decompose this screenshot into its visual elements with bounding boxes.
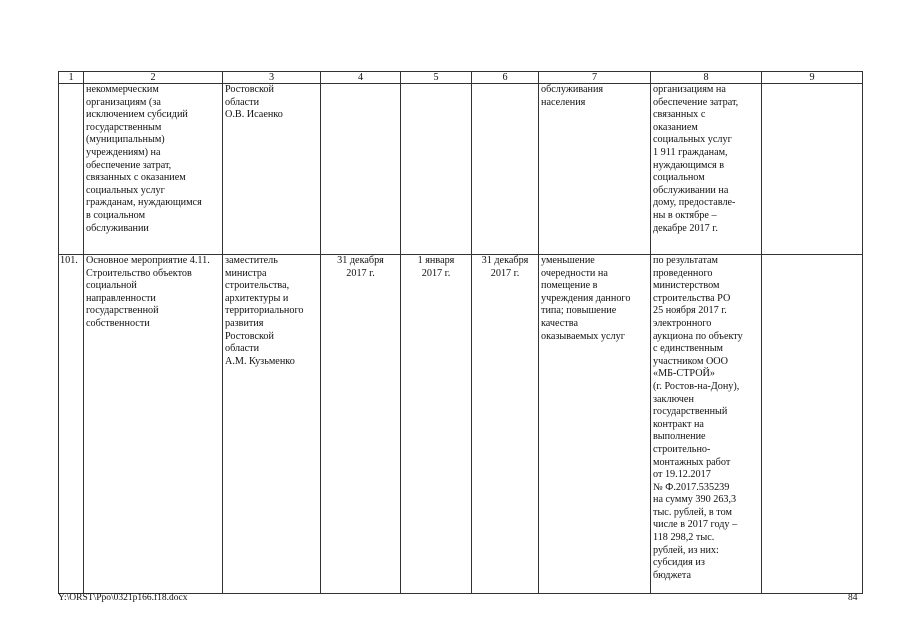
table-row: [59, 84, 863, 255]
footer-file-path: Y:\ORST\Ppo\0321p166.f18.docx: [58, 593, 188, 603]
date-cell: [472, 84, 539, 255]
table-header-row: [59, 72, 863, 84]
responsible-executor-cell: Ростовской области О.В. Исаенко: [223, 84, 321, 255]
column-header: 7: [539, 72, 651, 84]
activity-name-cell: Основное мероприятие 4.11. Строительство объектов социальной направленности государственной собственности: [84, 255, 223, 594]
notes-cell: [762, 84, 863, 255]
notes-cell: [762, 255, 863, 594]
document-table: [58, 71, 863, 594]
activity-name-cell: некоммерческим организациям (за исключением субсидий государственным (муниципальным) учреждениям) на обеспечение затрат, связанных с оказанием социальных услуг гражданам, нуждающимся в социальном обслуживании: [84, 84, 223, 255]
column-header: 6: [472, 72, 539, 84]
table-row: [59, 255, 863, 594]
column-header: 1: [59, 72, 84, 84]
column-header: 4: [321, 72, 401, 84]
row-number-cell: 101.: [59, 255, 84, 594]
column-header: 9: [762, 72, 863, 84]
expected-result-cell: уменьшение очередности на помещение в учреждения данного типа; повышение качества оказываемых услуг: [539, 255, 651, 594]
date-cell: 31 декабря 2017 г.: [472, 255, 539, 594]
row-number-cell: [59, 84, 84, 255]
column-header: 3: [223, 72, 321, 84]
column-header: 5: [401, 72, 472, 84]
actual-result-cell: организациям на обеспечение затрат, связанных с оказанием социальных услуг 1 911 гражданам, нуждающимся в социальном обслуживании на дому, предоставле- ны в октябре – декабре 2017 г.: [651, 84, 762, 255]
page-number: 84: [848, 593, 858, 603]
date-cell: 31 декабря 2017 г.: [321, 255, 401, 594]
column-header: 8: [651, 72, 762, 84]
actual-result-cell: по результатам проведенного министерством строительства РО 25 ноября 2017 г. электронного аукциона по объекту с единственным участником ООО «МБ-СТРОЙ» (г. Ростов-на-Дону), заключен государственный контракт на выполнение строительно- монтажных работ от 19.12.2017 № Ф.2017.535239 на сумму 390 263,3 тыс. рублей, в том числе в 2017 году – 118 298,2 тыс. рублей, из них: субсидия из бюджета: [651, 255, 762, 594]
column-header: 2: [84, 72, 223, 84]
date-cell: [401, 84, 472, 255]
responsible-executor-cell: заместитель министра строительства, архитектуры и территориального развития Ростовской области А.М. Кузьменко: [223, 255, 321, 594]
date-cell: 1 января 2017 г.: [401, 255, 472, 594]
expected-result-cell: обслуживания населения: [539, 84, 651, 255]
date-cell: [321, 84, 401, 255]
